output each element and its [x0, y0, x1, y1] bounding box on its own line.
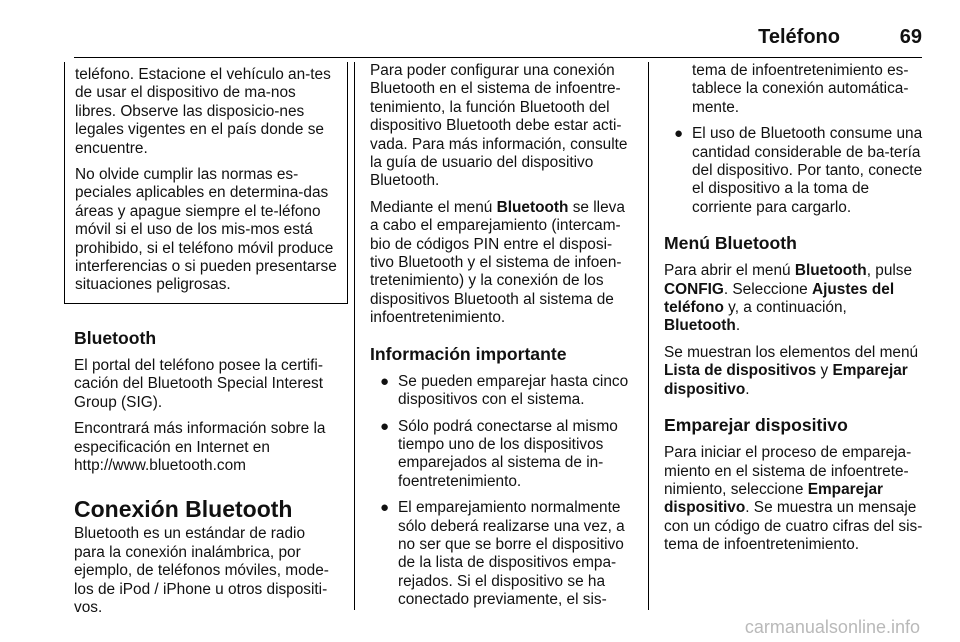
paragraph: Para poder configurar una conexión Bluetooth en el sistema de infoentre-tenimiento, la función Bluetooth del dispositivo Bluetooth debe estar acti-vada. Para más información, consulte la guía de usuario del dispositivo Bluetooth. — [370, 62, 628, 190]
page-header — [0, 26, 960, 58]
bullet-icon: ● — [674, 125, 684, 143]
list-item: ● Sólo podrá conectarse al mismo tiempo uno de los dispositivos emparejados al sistema de in-foentretenimiento. — [380, 417, 618, 490]
info-heading: Información importante — [370, 343, 567, 364]
paragraph: Mediante el menú Bluetooth se lleva a cabo el emparejamiento (intercam-bio de códigos PIN entre el disposi-tivo Bluetooth y el sistema de infoen-tretenimiento) y la conexión de los dispositivos Bluetooth al sistema de infoentretenimiento. — [370, 198, 625, 327]
warning-paragraph: No olvide cumplir las normas es-peciales aplicables en determina-das áreas y apague siempre el te-léfono móvil si el uso de los mis-mos está prohibido, si el teléfono móvil produce interferencias o si pueden presentarse situaciones peligrosas. — [75, 166, 337, 294]
list-item-continued: tema de infoentretenimiento es-tablece la conexión automática-mente. — [692, 62, 909, 116]
paragraph: Para abrir el menú Bluetooth, pulse CONFIG. Seleccione Ajustes del teléfono y, a continuación, Bluetooth. — [664, 262, 913, 335]
paragraph: Encontrará más información sobre la especificación en Internet en http://www.bluetooth.com — [74, 420, 326, 474]
list-item: ● Se pueden emparejar hasta cinco dispositivos con el sistema. — [380, 372, 629, 409]
bullet-icon: ● — [380, 499, 390, 517]
watermark: carmanualsonline.info — [744, 617, 920, 637]
column-right — [664, 62, 926, 563]
column-divider — [648, 62, 649, 610]
column-middle — [370, 62, 632, 618]
menu-term: Bluetooth — [496, 198, 569, 216]
bluetooth-heading: Bluetooth — [74, 327, 157, 348]
info-list — [370, 373, 632, 610]
paragraph: Para iniciar el proceso de empareja-miento en el sistema de infoentrete-nimiento, seleccione Emparejar dispositivo. Se muestra un mensaje con un código de cuatro cifras del sis-tema de infoentretenimiento. — [664, 444, 923, 554]
list-item: ● El uso de Bluetooth consume una cantidad considerable de ba-tería del dispositivo. Por tanto, conecte el dispositivo a la toma de corriente para cargarlo. — [674, 125, 923, 216]
list-item: ● El emparejamiento normalmente sólo deberá realizarse una vez, a no ser que se borre el dispositivo de la lista de dispositivos empa-rejados. Si el dispositivo se ha conectado previamente, el sis- — [380, 499, 625, 609]
warning-box — [64, 62, 348, 304]
header-rule — [74, 57, 922, 58]
paragraph: Se muestran los elementos del menú Lista de dispositivos y Emparejar dispositivo. — [664, 343, 919, 398]
column-left — [74, 62, 338, 625]
paragraph: El portal del teléfono posee la certifi-cación del Bluetooth Special Interest Group (SIG). — [74, 356, 323, 411]
warning-paragraph: teléfono. Estacione el vehículo an-tes de usar el dispositivo de ma-nos libres. Observe las disposicio-nes legales vigentes en el país donde se encuentre. — [75, 66, 331, 157]
info-list-continued — [664, 62, 926, 217]
section-title: Teléfono — [758, 26, 840, 48]
connection-heading: Conexión Bluetooth — [74, 496, 293, 523]
pair-heading: Emparejar dispositivo — [664, 415, 848, 436]
column-divider — [354, 62, 355, 610]
paragraph: Bluetooth es un estándar de radio para la conexión inalámbrica, por ejemplo, de teléfonos móviles, mode-los de iPod / iPhone u otros dispositi-vos. — [74, 525, 329, 616]
bullet-icon: ● — [380, 372, 390, 390]
page-number: 69 — [899, 26, 922, 48]
bullet-icon: ● — [380, 417, 390, 435]
menu-heading: Menú Bluetooth — [664, 233, 797, 254]
